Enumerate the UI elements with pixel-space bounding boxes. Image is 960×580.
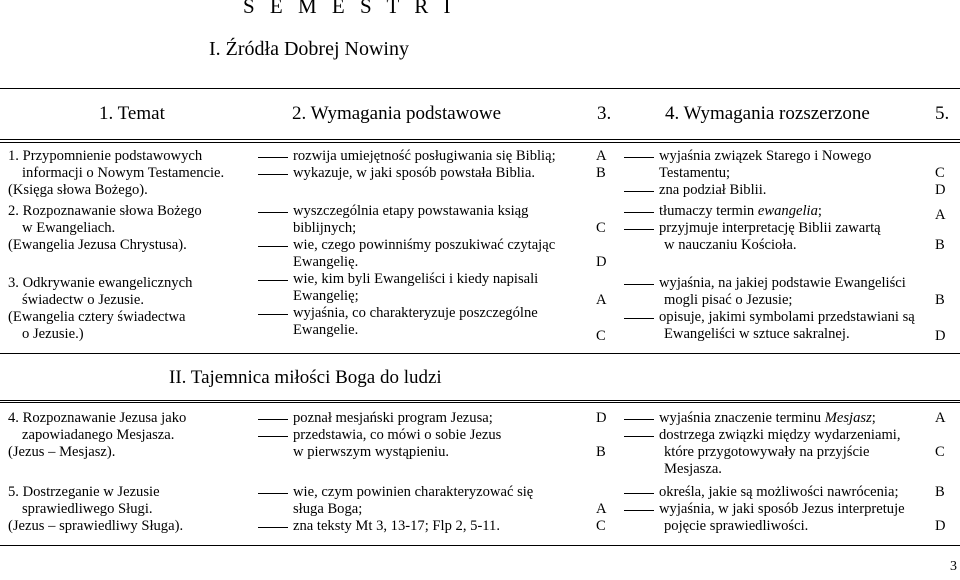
basic-item: przedstawia, co mówi o sobie Jezus <box>293 427 502 443</box>
bullet-dash <box>258 527 288 528</box>
topic-line: 5. Dostrzeganie w Jezusie <box>8 484 160 500</box>
basic-item: Ewangelię. <box>293 254 359 270</box>
level-letter: C <box>596 220 606 236</box>
topic-line: 2. Rozpoznawanie słowa Bożego <box>8 203 202 219</box>
extended-item: wyjaśnia, w jaki sposób Jezus interpretuje <box>659 501 905 517</box>
extended-item: Mesjasza. <box>664 461 722 477</box>
extended-item: wyjaśnia, na jakiej podstawie Ewangeliści <box>659 275 906 291</box>
bullet-dash <box>624 157 654 158</box>
basic-item: wyszczególnia etapy powstawania ksiąg <box>293 203 529 219</box>
basic-item: sługa Boga; <box>293 501 363 517</box>
basic-item: wykazuje, w jaki sposób powstała Biblia. <box>293 165 535 181</box>
topic-line: zapowiadanego Mesjasza. <box>22 427 175 443</box>
part2-title: II. Tajemnica miłości Boga do ludzi <box>169 367 442 388</box>
bullet-dash <box>258 419 288 420</box>
level-letter: D <box>935 328 946 344</box>
extended-item: Testamentu; <box>659 165 731 181</box>
extended-punct: ; <box>871 410 876 426</box>
level-letter: B <box>935 237 945 253</box>
page-number: 3 <box>950 559 957 574</box>
extended-item <box>659 410 876 427</box>
bullet-dash <box>624 419 654 420</box>
topic-line: (Księga słowa Bożego). <box>8 182 148 198</box>
level-letter: C <box>935 165 945 181</box>
topic-line: 1. Przypomnienie podstawowych <box>8 148 203 164</box>
extended-item: opisuje, jakimi symbolami przedstawiani są <box>659 309 915 325</box>
extended-item: dostrzega związki między wydarzeniami, <box>659 427 901 443</box>
header-top-rule <box>0 88 960 89</box>
bullet-dash <box>258 314 288 315</box>
section2-bottom-rule <box>0 545 960 546</box>
bullet-dash <box>624 318 654 319</box>
basic-item: rozwija umiejętność posługiwania się Biblią; <box>293 148 556 164</box>
bullet-dash <box>624 191 654 192</box>
basic-item: w pierwszym wystąpieniu. <box>293 444 450 460</box>
bullet-dash <box>258 246 288 247</box>
bullet-dash <box>624 284 654 285</box>
header-topic: 1. Temat <box>99 103 165 124</box>
topic-line: 4. Rozpoznawanie Jezusa jako <box>8 410 187 426</box>
level-letter: D <box>935 518 946 534</box>
header-basic: 2. Wymagania podstawowe <box>292 103 502 124</box>
extended-item <box>659 203 822 220</box>
topic-line: (Jezus – Mesjasz). <box>8 444 116 460</box>
bullet-dash <box>624 212 654 213</box>
extended-item: przyjmuje interpretację Biblii zawartą <box>659 220 881 236</box>
topic-line: sprawiedliwego Sługi. <box>22 501 153 517</box>
level-letter: A <box>596 501 607 517</box>
topic-line: (Ewangelia cztery świadectwa <box>8 309 186 325</box>
topic-line: (Ewangelia Jezusa Chrystusa). <box>8 237 187 253</box>
level-letter: D <box>935 182 946 198</box>
extended-term: Mesjasz <box>824 410 872 426</box>
extended-item: określa, jakie są możliwości nawrócenia; <box>659 484 899 500</box>
level-letter: A <box>596 292 607 308</box>
header-col5: 5. <box>935 103 950 124</box>
extended-item: które przygotowywały na przyjście <box>664 444 870 460</box>
topic-line: informacji o Nowym Testamencie. <box>22 165 225 181</box>
bullet-dash <box>258 212 288 213</box>
basic-item: wyjaśnia, co charakteryzuje poszczególne <box>293 305 538 321</box>
header-extended: 4. Wymagania rozszerzone <box>665 103 870 124</box>
section2-top-rule <box>0 400 960 401</box>
level-letter: C <box>596 328 606 344</box>
topic-line: o Jezusie.) <box>22 326 84 342</box>
extended-item: pojęcie sprawiedliwości. <box>664 518 809 534</box>
header-col3: 3. <box>597 103 612 124</box>
extended-item: Ewangeliści w sztuce sakralnej. <box>664 326 850 342</box>
topic-line: (Jezus – sprawiedliwy Sługa). <box>8 518 184 534</box>
extended-text: tłumaczy termin <box>659 203 758 219</box>
extended-item: zna podział Biblii. <box>659 182 767 198</box>
basic-item: wie, czego powinniśmy poszukiwać czytając <box>293 237 556 253</box>
basic-item: Ewangelie. <box>293 322 359 338</box>
extended-item: mogli pisać o Jezusie; <box>664 292 793 308</box>
level-letter: B <box>596 165 606 181</box>
level-letter: C <box>935 444 945 460</box>
level-letter: B <box>935 292 945 308</box>
section2-top-rule-2 <box>0 402 960 403</box>
level-letter: A <box>935 207 946 223</box>
extended-text: wyjaśnia znaczenie terminu <box>659 410 825 426</box>
extended-item: wyjaśnia związek Starego i Nowego <box>659 148 872 164</box>
bullet-dash <box>624 510 654 511</box>
level-letter: B <box>935 484 945 500</box>
section1-top-rule <box>0 142 960 143</box>
bullet-dash <box>258 157 288 158</box>
basic-item: wie, kim byli Ewangeliści i kiedy napisali <box>293 271 539 287</box>
section1-bottom-rule <box>0 353 960 354</box>
basic-item: zna teksty Mt 3, 13-17; Flp 2, 5-11. <box>293 518 500 534</box>
bullet-dash <box>258 436 288 437</box>
bullet-dash <box>258 493 288 494</box>
header-bottom-rule <box>0 139 960 140</box>
bullet-dash <box>258 174 288 175</box>
bullet-dash <box>258 280 288 281</box>
topic-line: świadectw o Jezusie. <box>22 292 144 308</box>
topic-line: w Ewangeliach. <box>22 220 116 236</box>
basic-item: biblijnych; <box>293 220 357 236</box>
level-letter: D <box>596 254 607 270</box>
extended-item: w nauczaniu Kościoła. <box>664 237 797 253</box>
basic-item: poznał mesjański program Jezusa; <box>293 410 493 426</box>
level-letter: A <box>935 410 946 426</box>
basic-item: Ewangelię; <box>293 288 359 304</box>
level-letter: B <box>596 444 606 460</box>
bullet-dash <box>624 436 654 437</box>
bullet-dash <box>624 493 654 494</box>
basic-item: wie, czym powinien charakteryzować się <box>293 484 534 500</box>
extended-term: ewangelia <box>757 203 818 219</box>
part1-title: I. Źródła Dobrej Nowiny <box>209 38 409 60</box>
level-letter: D <box>596 410 607 426</box>
level-letter: A <box>596 148 607 164</box>
topic-line: 3. Odkrywanie ewangelicznych <box>8 275 193 291</box>
bullet-dash <box>624 229 654 230</box>
extended-punct: ; <box>817 203 822 219</box>
semester-title: S E M E S T R I <box>243 0 456 18</box>
level-letter: C <box>596 518 606 534</box>
